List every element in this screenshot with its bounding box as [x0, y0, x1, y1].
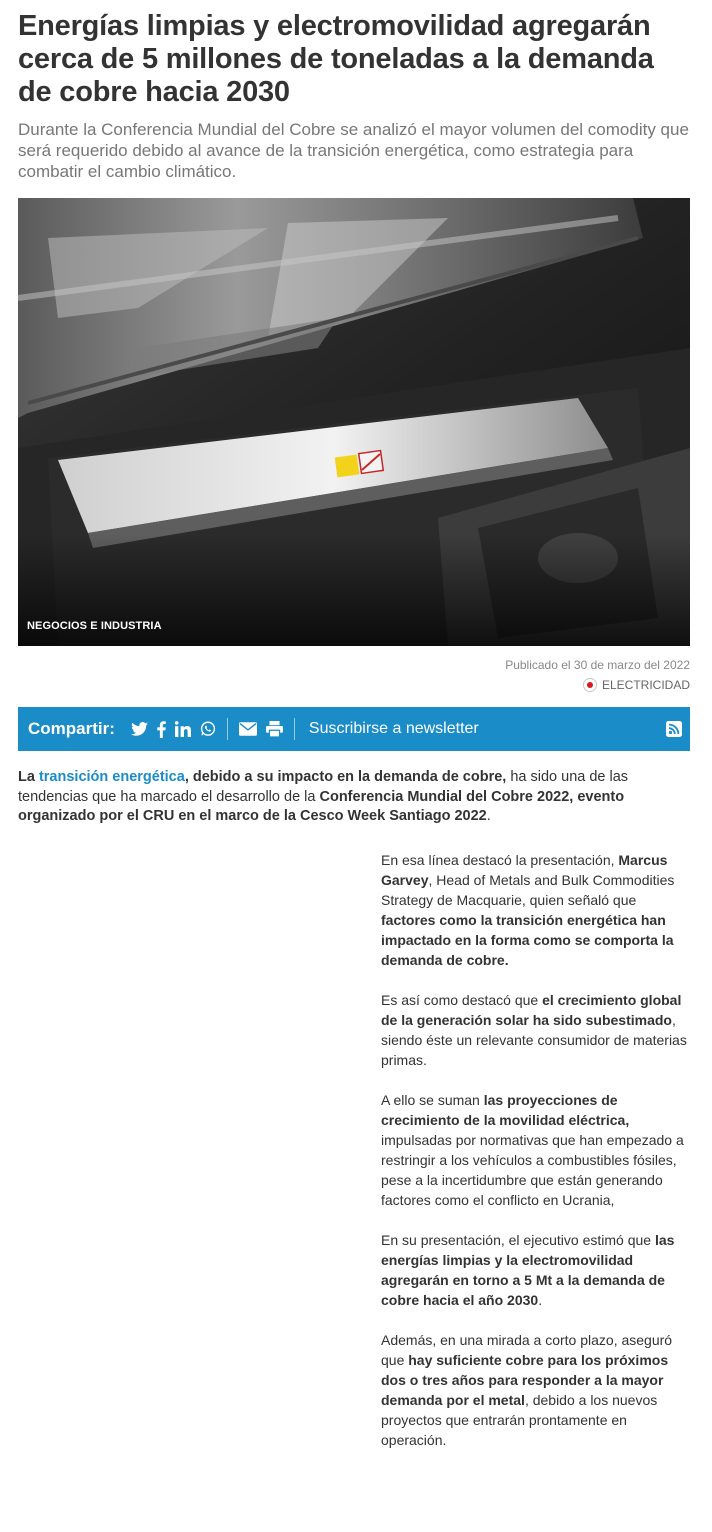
body-text: A ello se suman — [381, 1092, 484, 1108]
lead-paragraph — [18, 768, 694, 827]
body-text: En esa línea destacó la presentación, — [381, 852, 619, 868]
body-bold: las energías limpias y la electromovilidad agregarán en torno a 5 Mt a la demanda de cobre hacia el año 2030 — [381, 1232, 675, 1308]
body-bold: hay suficiente cobre para los próximos dos o tres años para responder a la mayor demanda por el metal — [381, 1352, 669, 1408]
lead-bold-1: , debido a su impacto en la demanda de cobre, — [184, 769, 507, 785]
twitter-icon[interactable] — [131, 720, 148, 738]
body-text: , debido a los nuevos proyectos que entrarán prontamente en operación. — [381, 1392, 658, 1448]
body-bold: Marcus Garvey — [381, 852, 668, 888]
body-text: En su presentación, el ejecutivo estimó que — [381, 1232, 655, 1248]
newsletter-link[interactable]: Suscribirse a newsletter — [308, 720, 479, 737]
body-bold: el crecimiento global de la generación solar ha sido subestimado — [381, 992, 682, 1028]
lead-text-2: ha sido una de las tendencias que ha marcado el desarrollo de la — [18, 769, 629, 805]
facebook-icon[interactable] — [157, 720, 166, 738]
body-bold: las proyecciones de crecimiento de la movilidad eléctrica, — [381, 1092, 630, 1128]
lead-text-3: . — [486, 808, 491, 824]
energy-transition-link[interactable]: transición energética — [38, 769, 185, 785]
category-dot-icon — [583, 678, 597, 692]
share-icons — [131, 718, 297, 740]
body-text: Además, en una mirada a corto plazo, aseguró que — [381, 1332, 673, 1368]
body-text: , siendo éste un relevante consumidor de materias primas. — [381, 1012, 687, 1068]
body-paragraph — [381, 850, 693, 970]
body-paragraph — [381, 1230, 693, 1310]
linkedin-icon[interactable] — [175, 720, 191, 738]
category-label[interactable]: ELECTRICIDAD — [601, 678, 690, 692]
body-paragraph — [381, 1330, 693, 1450]
body-text: Es así como destacó que — [381, 992, 543, 1008]
share-bar — [18, 707, 690, 751]
print-icon[interactable] — [266, 720, 283, 738]
body-paragraph — [381, 1090, 693, 1210]
share-label: Compartir: — [28, 719, 115, 738]
divider — [294, 718, 295, 740]
article-body — [381, 850, 693, 1470]
whatsapp-icon[interactable] — [200, 720, 216, 738]
category-link[interactable] — [583, 678, 690, 692]
article-subtitle: Durante la Conferencia Mundial del Cobre se analizó el mayor volumen del comodity que será requerido debido al avance de la transición energética, como estrategia para combatir el cambio climático. — [18, 120, 689, 181]
body-text: , Head of Metals and Bulk Commodities Strategy de Macquarie, quien señaló que — [381, 872, 675, 908]
lead-bold-2: Conferencia Mundial del Cobre 2022, evento organizado por el CRU en el marco de la Cesco Week Santiago 2022 — [18, 788, 625, 824]
hero-image — [18, 198, 690, 646]
rss-icon[interactable] — [666, 721, 682, 742]
publish-date: Publicado el 30 de marzo del 2022 — [505, 658, 690, 672]
email-icon[interactable] — [239, 720, 257, 738]
body-bold: factores como la transición energética han impactado en la forma como se comporta la demanda de cobre. — [381, 912, 674, 968]
body-paragraph — [381, 990, 693, 1070]
body-text: impulsadas por normativas que han empezado a restringir a los vehículos a combustibles fósiles, pese a la incertidumbre que están generando factores como el conflicto en Ucrania, — [381, 1132, 684, 1208]
hero-photo — [18, 198, 690, 646]
body-text: . — [538, 1292, 543, 1308]
article-title: Energías limpias y electromovilidad agregarán cerca de 5 millones de toneladas a la demanda de cobre hacia 2030 — [18, 10, 654, 108]
divider — [227, 718, 228, 740]
image-category-tag[interactable]: NEGOCIOS E INDUSTRIA — [27, 620, 162, 632]
lead-text: La — [18, 769, 39, 785]
